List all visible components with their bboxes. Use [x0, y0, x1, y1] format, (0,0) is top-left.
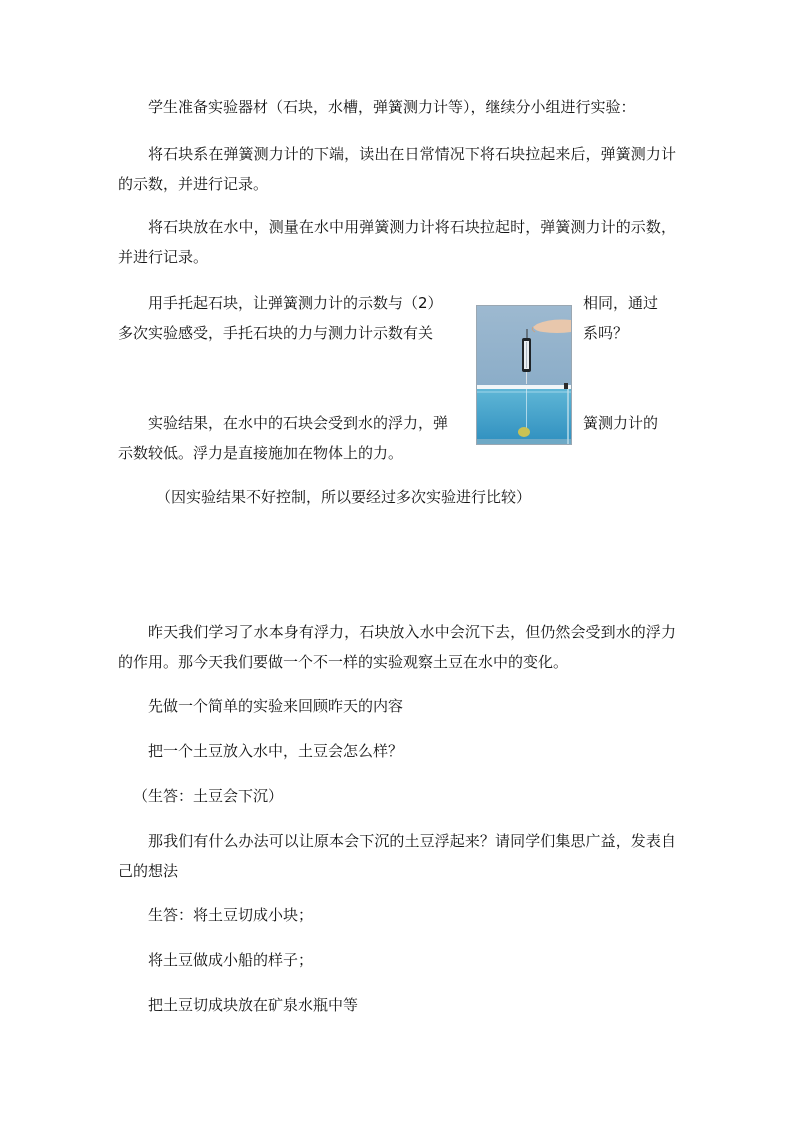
paragraph-step-2: 将石块放在水中，测量在水中用弹簧测力计将石块拉起时，弹簧测力计的示数，并进行记录。 [118, 218, 676, 266]
paragraph-result-line-1-right: 簧测力计的 [583, 414, 659, 432]
experiment-photo [476, 305, 572, 445]
paragraph-answer-1: 生答：将土豆切成小块； [148, 906, 314, 924]
paragraph-step-3-line-2-right: 系吗？ [583, 324, 629, 342]
paragraph-simple-experiment: 先做一个简单的实验来回顾昨天的内容 [148, 697, 404, 715]
paragraph-result-line-2: 示数较低。浮力是直接施加在物体上的力。 [118, 444, 404, 462]
paragraph-step-3-line-1-right: 相同，通过 [583, 294, 659, 312]
paragraph-answer-3: 把土豆切成块放在矿泉水瓶中等 [148, 996, 359, 1014]
paragraph-note: （因实验结果不好控制，所以要经过多次实验进行比较） [156, 488, 532, 506]
paragraph-step-3-line-1-left: 用手托起石块，让弹簧测力计的示数与（2） [148, 294, 443, 312]
paragraph-result-line-1-left: 实验结果，在水中的石块会受到水的浮力，弹 [148, 414, 449, 432]
paragraph-answer-2: 将土豆做成小船的样子； [148, 951, 314, 969]
paragraph-equipment: 学生准备实验器材（石块，水槽，弹簧测力计等），继续分小组进行实验： [148, 98, 636, 116]
paragraph-student-answer: （生答：土豆会下沉） [133, 787, 284, 805]
paragraph-review: 昨天我们学习了水本身有浮力，石块放入水中会沉下去，但仍然会受到水的浮力的作用。那今天我们要做一个不一样的实验观察土豆在水中的变化。 [118, 623, 676, 671]
paragraph-question: 把一个土豆放入水中，土豆会怎么样？ [148, 742, 404, 760]
paragraph-step-1: 将石块系在弹簧测力计的下端，读出在日常情况下将石块拉起来后，弹簧测力计的示数，并进行记录。 [118, 145, 676, 193]
paragraph-brainstorm: 那我们有什么办法可以让原本会下沉的土豆浮起来？请同学们集思广益，发表自己的想法 [118, 832, 676, 880]
spring-scale-in-water-illustration [477, 306, 571, 444]
paragraph-step-3-line-2-left: 多次实验感受，手托石块的力与测力计示数有关 [118, 324, 434, 342]
